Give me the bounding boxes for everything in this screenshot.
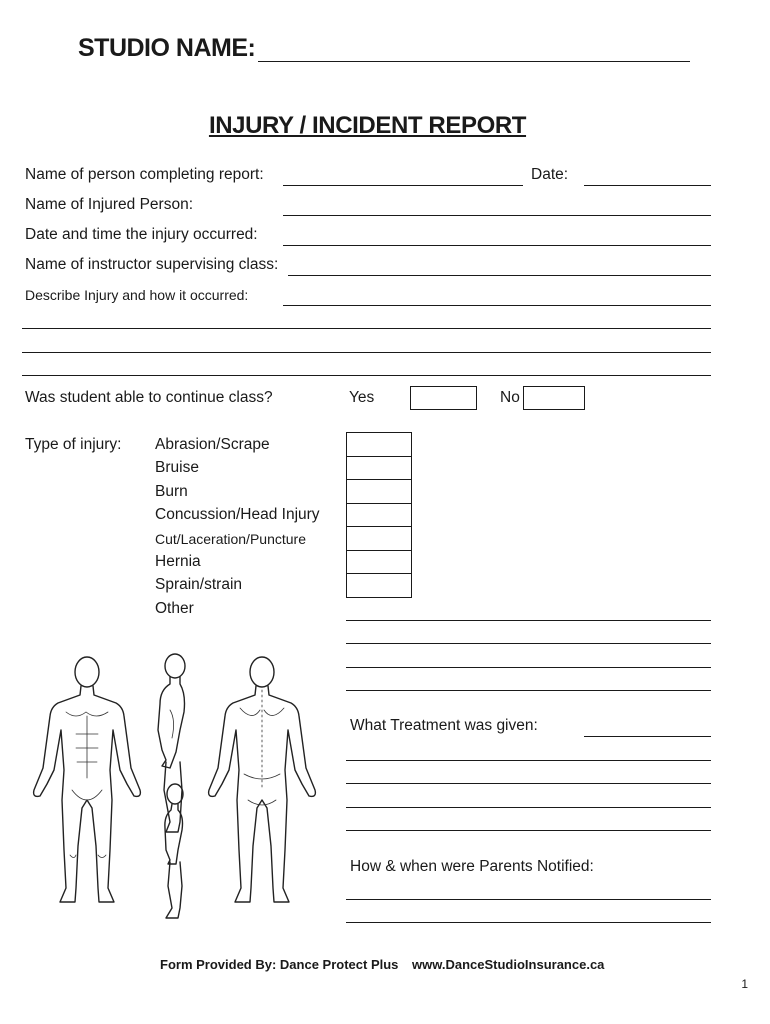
injury-option-cut: Cut/Laceration/Puncture xyxy=(155,531,306,547)
body-diagram-icon[interactable] xyxy=(20,650,340,925)
completing-person-label: Name of person completing report: xyxy=(25,166,264,183)
other-injury-line[interactable] xyxy=(346,690,711,691)
parents-notified-line[interactable] xyxy=(346,899,711,900)
checkbox-hernia[interactable] xyxy=(346,550,412,575)
injury-option-sprain: Sprain/strain xyxy=(155,576,243,593)
injured-person-field[interactable] xyxy=(283,215,711,216)
injury-datetime-label: Date and time the injury occurred: xyxy=(25,226,258,243)
parents-notified-line[interactable] xyxy=(346,922,711,923)
footer-provided-by: Form Provided By: Dance Protect Plus xyxy=(160,957,399,972)
yes-label: Yes xyxy=(349,389,375,406)
treatment-line[interactable] xyxy=(346,830,711,831)
other-injury-line[interactable] xyxy=(346,620,711,621)
continue-class-question: Was student able to continue class? xyxy=(25,389,273,406)
checkbox-bruise[interactable] xyxy=(346,456,412,481)
checkbox-burn[interactable] xyxy=(346,479,412,504)
treatment-label: What Treatment was given: xyxy=(350,717,538,734)
injury-option-concussion: Concussion/Head Injury xyxy=(155,506,320,523)
injury-datetime-field[interactable] xyxy=(283,245,711,246)
other-injury-line[interactable] xyxy=(346,667,711,668)
treatment-line[interactable] xyxy=(346,783,711,784)
instructor-label: Name of instructor supervising class: xyxy=(25,256,279,273)
checkbox-abrasion[interactable] xyxy=(346,432,412,457)
describe-injury-line[interactable] xyxy=(22,352,711,353)
parents-notified-label: How & when were Parents Notified: xyxy=(350,858,594,875)
injury-option-abrasion: Abrasion/Scrape xyxy=(155,436,270,453)
treatment-line[interactable] xyxy=(346,807,711,808)
page-title: INJURY / INCIDENT REPORT xyxy=(208,112,527,139)
treatment-line[interactable] xyxy=(346,760,711,761)
injury-option-burn: Burn xyxy=(155,483,188,500)
checkbox-concussion[interactable] xyxy=(346,503,412,528)
checkbox-sprain[interactable] xyxy=(346,573,412,598)
side-figure-lower-icon xyxy=(165,784,183,918)
injury-type-label: Type of injury: xyxy=(25,436,122,453)
no-label: No xyxy=(500,389,520,406)
yes-checkbox[interactable] xyxy=(410,386,477,410)
footer-website-link[interactable]: www.DanceStudioInsurance.ca xyxy=(412,957,605,972)
describe-injury-line[interactable] xyxy=(22,328,711,329)
other-injury-line[interactable] xyxy=(346,643,711,644)
studio-name-label: STUDIO NAME: xyxy=(78,34,256,62)
back-figure-icon xyxy=(209,657,316,902)
date-label: Date: xyxy=(531,166,569,183)
describe-injury-label: Describe Injury and how it occurred: xyxy=(25,287,249,303)
completing-person-field[interactable] xyxy=(283,185,523,186)
describe-injury-field[interactable] xyxy=(283,305,711,306)
injured-person-label: Name of Injured Person: xyxy=(25,196,194,213)
no-checkbox[interactable] xyxy=(523,386,585,410)
instructor-field[interactable] xyxy=(288,275,711,276)
treatment-field[interactable] xyxy=(584,736,711,737)
page-number: 1 xyxy=(741,977,748,991)
front-figure-icon xyxy=(34,657,141,902)
injury-option-hernia: Hernia xyxy=(155,553,201,570)
injury-option-other: Other xyxy=(155,600,194,617)
describe-injury-line[interactable] xyxy=(22,375,711,376)
studio-name-field[interactable] xyxy=(258,61,690,62)
injury-option-bruise: Bruise xyxy=(155,459,199,476)
date-field[interactable] xyxy=(584,185,711,186)
checkbox-cut[interactable] xyxy=(346,526,412,551)
